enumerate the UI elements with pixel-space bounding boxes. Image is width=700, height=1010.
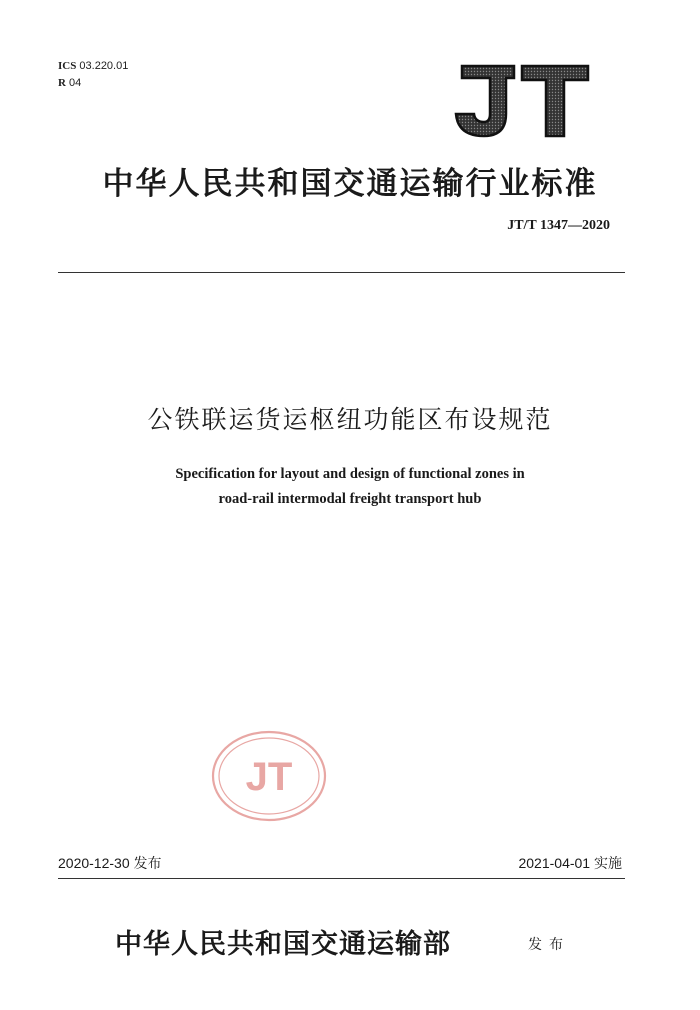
stamp-text: JT	[245, 755, 293, 799]
issue-date: 2020-12-30 发布	[58, 855, 162, 871]
standard-number: JT/T 1347—2020	[507, 218, 610, 233]
class-code: 04	[69, 77, 82, 89]
jt-stamp	[210, 728, 328, 824]
title-chinese: 公铁联运货运枢纽功能区布设规范	[147, 405, 553, 434]
title-english	[0, 462, 700, 512]
title-english-line1: Specification for layout and design of functional zones in	[175, 466, 525, 482]
divider-bottom	[58, 878, 625, 879]
standard-category: 中华人民共和国交通运输行业标准	[102, 166, 598, 202]
publisher: 中华人民共和国交通运输部	[115, 929, 451, 960]
ics-line	[58, 58, 128, 75]
jt-logo	[452, 64, 592, 138]
implement-date: 2021-04-01 实施	[518, 855, 622, 871]
divider-top	[58, 272, 625, 273]
publish-word: 发布	[528, 937, 570, 953]
class-line	[58, 75, 128, 92]
title-english-line2: road-rail intermodal freight transport hub	[218, 491, 482, 507]
class-label: R	[58, 77, 66, 89]
ics-label: ICS	[58, 60, 77, 72]
classification-codes	[58, 58, 128, 92]
ics-code: 03.220.01	[79, 60, 129, 72]
